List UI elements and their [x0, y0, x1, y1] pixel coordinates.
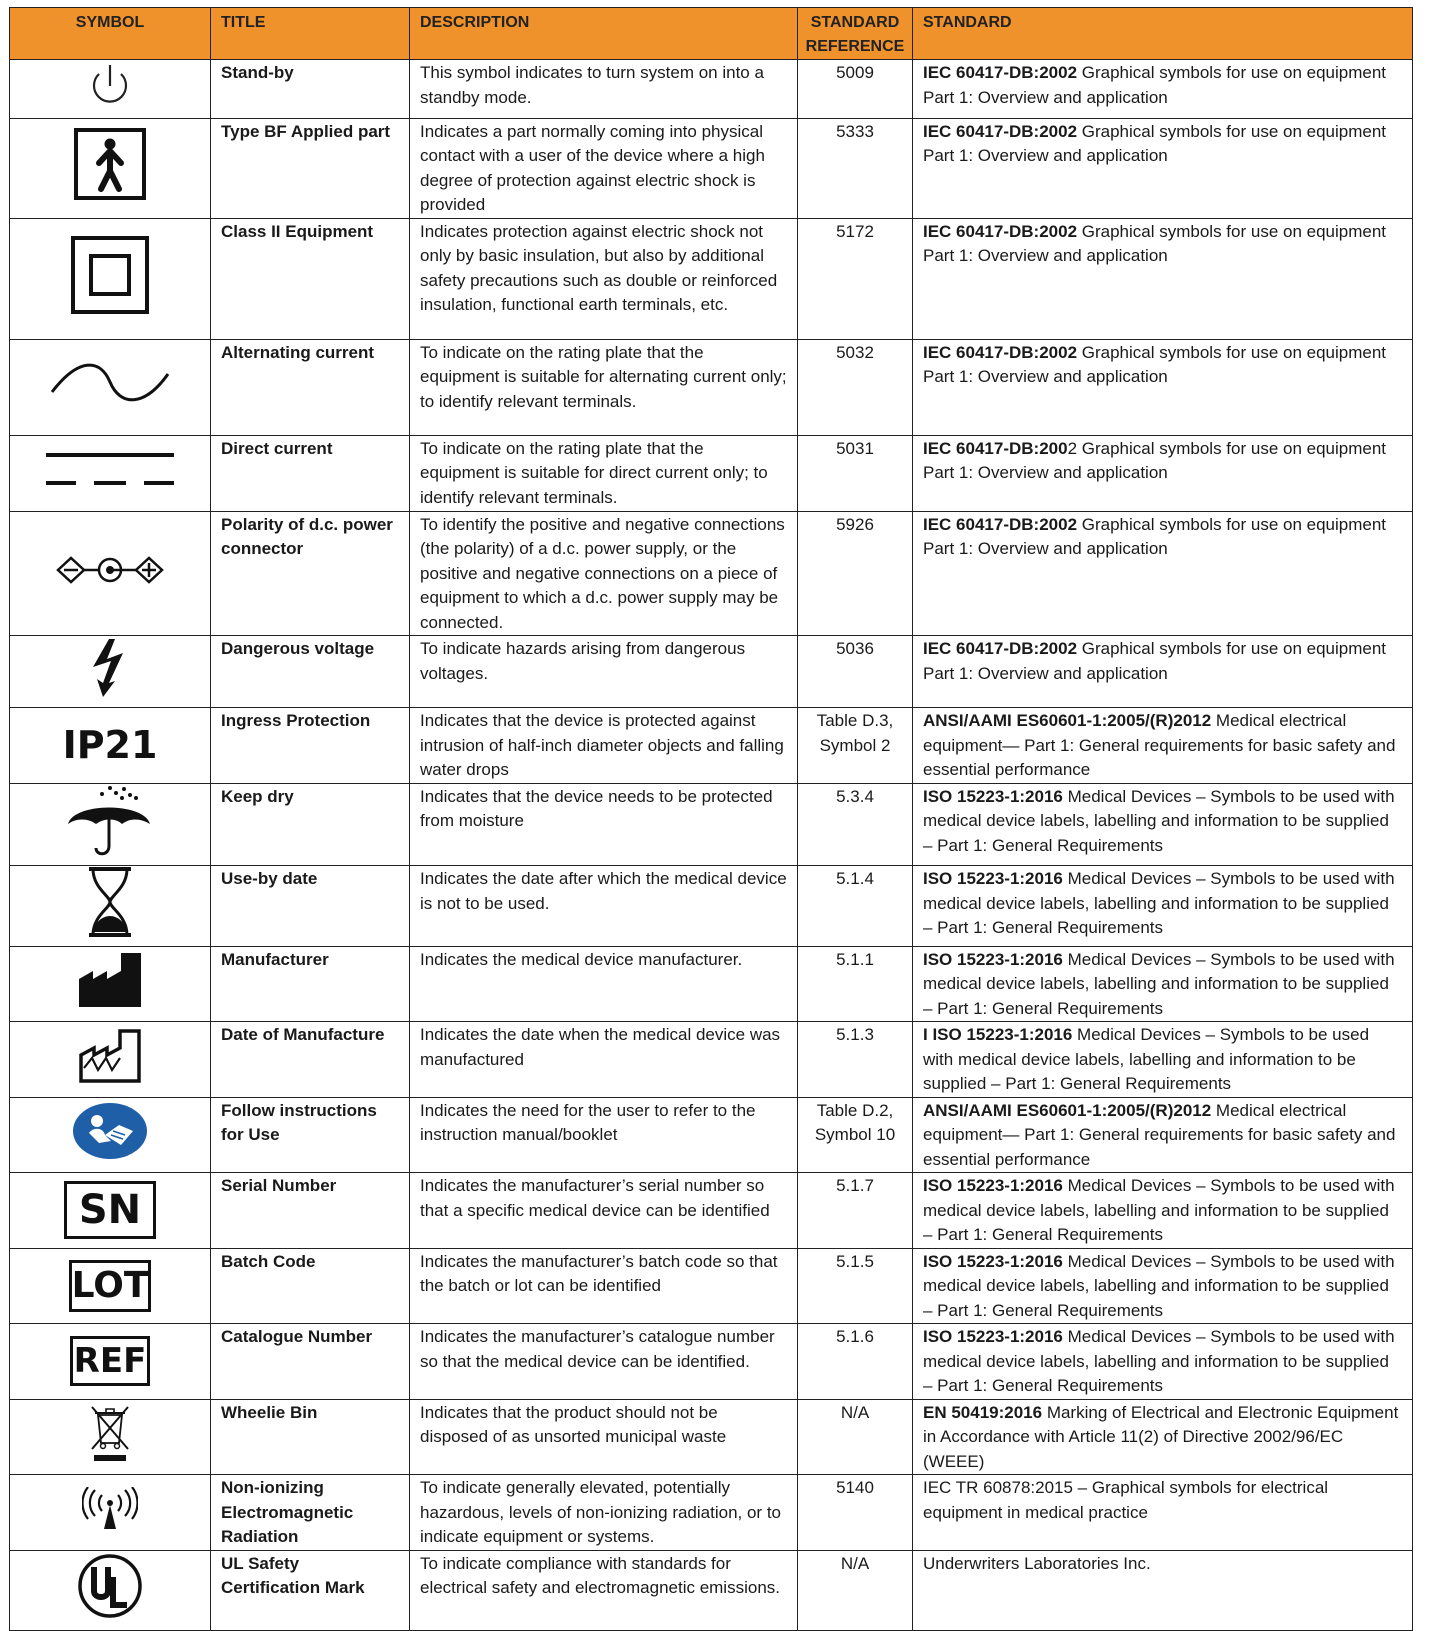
date-of-manufacture-icon [78, 1028, 142, 1084]
table-row [10, 1475, 1413, 1551]
table-row [10, 708, 1413, 784]
standard-reference: 5031 [798, 435, 913, 511]
symbol-cell [10, 783, 211, 866]
table-row [10, 1248, 1413, 1324]
header-symbol: SYMBOL [10, 8, 211, 60]
standard-cell [913, 118, 1413, 218]
symbol-description: This symbol indicates to turn system on into a standby mode. [410, 60, 798, 119]
standard-reference: 5.1.5 [798, 1248, 913, 1324]
symbol-title: Direct current [211, 435, 410, 511]
symbol-description: Indicates the manufacturer’s serial number so that a specific medical device can be identified [410, 1173, 798, 1249]
standard-reference: Table D.2, Symbol 10 [798, 1097, 913, 1173]
standard-text: Marking of Electrical and Electronic Equipment in Accordance with Article 11(2) of Directive 2002/96/EC (WEEE) [923, 1402, 1404, 1471]
table-row [10, 339, 1413, 435]
standard-id: ANSI/AAMI ES60601-1:2005/(R)2012 [923, 711, 1212, 730]
symbol-description: To indicate hazards arising from dangerous voltages. [410, 636, 798, 708]
standard-cell [913, 1173, 1413, 1249]
table-row [10, 511, 1413, 636]
standard-id: IEC 60417-DB:2002 [923, 221, 1078, 241]
header-standard: STANDARD [913, 8, 1413, 60]
standard-text: Medical Devices – Symbols to be used with medical device labels, labelling and information to be supplied – Part 1: General Requirements [923, 1025, 1374, 1093]
symbol-cell [10, 1022, 211, 1098]
standard-reference: 5926 [798, 511, 913, 636]
non-ionizing-radiation-icon [82, 1487, 138, 1531]
standard-cell [913, 1475, 1413, 1551]
symbol-description: Indicates the manufacturer’s catalogue number so that the medical device can be identified. [410, 1324, 798, 1400]
standard-id: IEC 60417-DB:2002 [923, 639, 1078, 658]
standard-text: Graphical symbols for use on equipment Part 1: Overview and application [923, 63, 1391, 107]
standard-reference: 5036 [798, 636, 913, 708]
symbol-description: Indicates the manufacturer’s batch code so that the batch or lot can be identified [410, 1248, 798, 1324]
standard-reference: 5.1.1 [798, 946, 913, 1022]
symbol-description: Indicates that the device needs to be protected from moisture [410, 783, 798, 866]
standard-id: IEC 60417-DB:2002 [923, 121, 1078, 141]
standard-text: Underwriters Laboratories Inc. [923, 1553, 1151, 1573]
symbol-cell [10, 1324, 211, 1400]
ip21-icon: IP21 [62, 722, 158, 767]
symbol-cell [10, 1173, 211, 1249]
standard-reference: 5009 [798, 60, 913, 119]
standard-text: Medical Devices – Symbols to be used with medical device labels, labelling and information to be supplied – Part 1: General Requirements [923, 1176, 1400, 1244]
standard-text: Graphical symbols for use on equipment Part 1: Overview and application [923, 221, 1391, 265]
symbol-title: Wheelie Bin [211, 1399, 410, 1475]
symbol-cell [10, 218, 211, 339]
standard-cell [913, 636, 1413, 708]
table-row [10, 636, 1413, 708]
standard-id: ISO 15223-1:2016 [923, 1327, 1063, 1346]
symbol-description: Indicates protection against electric shock not only by basic insulation, but also by additional safety precautions such as double or reinforced insulation, functional earth terminals, etc. [410, 218, 798, 339]
symbol-cell [10, 866, 211, 947]
standard-cell [913, 339, 1413, 435]
table-row [10, 435, 1413, 511]
standard-reference: 5172 [798, 218, 913, 339]
standard-reference: Table D.3, Symbol 2 [798, 708, 913, 784]
table-row [10, 866, 1413, 947]
follow-instructions-icon [71, 1101, 149, 1161]
catalogue-number-icon: REF [70, 1336, 150, 1386]
symbol-cell [10, 435, 211, 511]
standard-text: 2 Graphical symbols for use on equipment Part 1: Overview and application [923, 438, 1391, 482]
symbol-title: Class II Equipment [211, 218, 410, 339]
symbol-title: Catalogue Number [211, 1324, 410, 1400]
use-by-date-icon [85, 866, 135, 938]
standard-cell [913, 60, 1413, 119]
standard-cell [913, 708, 1413, 784]
standby-icon [85, 60, 135, 110]
symbol-cell [10, 118, 211, 218]
symbol-cell [10, 1550, 211, 1630]
standard-cell [913, 218, 1413, 339]
type-bf-applied-part-icon [73, 127, 147, 201]
standard-text: Medical electrical equipment— Part 1: General requirements for basic safety and essential performance [923, 1100, 1401, 1169]
standard-reference: 5.1.4 [798, 866, 913, 947]
header-description: DESCRIPTION [410, 8, 798, 60]
symbol-description: Indicates the medical device manufacturer. [410, 946, 798, 1022]
symbol-description: To indicate on the rating plate that the equipment is suitable for direct current only; to identify relevant terminals. [410, 435, 798, 511]
wheelie-bin-icon [88, 1403, 132, 1463]
symbol-cell [10, 946, 211, 1022]
standard-text: Medical Devices – Symbols to be used with medical device labels, labelling and information to be supplied – Part 1: General Requirements [923, 869, 1400, 937]
standard-reference: N/A [798, 1399, 913, 1475]
standard-reference: 5140 [798, 1475, 913, 1551]
symbol-cell [10, 708, 211, 784]
symbol-description: Indicates that the device is protected against intrusion of half-inch diameter objects and falling water drops [410, 708, 798, 784]
table-row [10, 1173, 1413, 1249]
standard-cell [913, 946, 1413, 1022]
symbol-cell [10, 1097, 211, 1173]
table-row [10, 60, 1413, 119]
standard-reference: 5.1.6 [798, 1324, 913, 1400]
symbol-description: Indicates that the product should not be disposed of as unsorted municipal waste [410, 1399, 798, 1475]
standard-reference: 5.3.4 [798, 783, 913, 866]
symbol-title: Non-ionizing Electromagnetic Radiation [211, 1475, 410, 1551]
standard-reference: N/A [798, 1550, 913, 1630]
symbol-title: Stand-by [211, 60, 410, 119]
symbol-title: Keep dry [211, 783, 410, 866]
table-row [10, 1550, 1413, 1630]
symbols-table [9, 7, 1413, 1631]
standard-id: IEC 60417-DB:2002 [923, 63, 1078, 82]
standard-id: I ISO 15223-1:2016 [923, 1025, 1073, 1044]
standard-cell [913, 435, 1413, 511]
alternating-current-icon [48, 358, 172, 408]
header-reference: STANDARD REFERENCE [798, 8, 913, 60]
symbol-description: To indicate generally elevated, potentially hazardous, levels of non-ionizing radiation, or to indicate equipment or systems. [410, 1475, 798, 1551]
standard-cell [913, 783, 1413, 866]
standard-cell [913, 1097, 1413, 1173]
symbol-cell [10, 1399, 211, 1475]
symbol-cell [10, 1248, 211, 1324]
table-row [10, 946, 1413, 1022]
standard-text: Graphical symbols for use on equipment Part 1: Overview and application [923, 121, 1391, 165]
table-row [10, 1324, 1413, 1400]
standard-cell [913, 1399, 1413, 1475]
symbol-cell [10, 60, 211, 119]
symbol-title: Dangerous voltage [211, 636, 410, 708]
standard-cell [913, 1022, 1413, 1098]
symbol-title: Ingress Protection [211, 708, 410, 784]
standard-id: ISO 15223-1:2016 [923, 869, 1063, 888]
table-row [10, 1399, 1413, 1475]
symbol-description: Indicates a part normally coming into physical contact with a user of the device where a high degree of protection against electric shock is provided [410, 118, 798, 218]
standard-reference: 5333 [798, 118, 913, 218]
serial-number-icon: SN [64, 1181, 156, 1239]
standard-text: Medical Devices – Symbols to be used with medical device labels, labelling and information to be supplied – Part 1: General Requirements [923, 1251, 1400, 1320]
symbol-cell [10, 511, 211, 636]
direct-current-icon [44, 447, 176, 491]
standard-cell [913, 1248, 1413, 1324]
symbol-description: Indicates the date after which the medical device is not to be used. [410, 866, 798, 947]
standard-cell [913, 511, 1413, 636]
header-row [10, 8, 1413, 60]
ul-certification-icon [77, 1553, 143, 1619]
standard-id: IEC 60417-DB:2002 [923, 514, 1078, 534]
standard-text: Medical Devices – Symbols to be used with medical device labels, labelling and information to be supplied – Part 1: General Requirements [923, 949, 1400, 1018]
keep-dry-icon [64, 784, 156, 858]
dc-polarity-icon [54, 553, 166, 587]
standard-text: IEC TR 60878:2015 – Graphical symbols for electrical equipment in medical practice [923, 1478, 1333, 1522]
standard-cell [913, 1324, 1413, 1400]
standard-reference: 5032 [798, 339, 913, 435]
batch-code-icon: LOT [69, 1260, 151, 1312]
symbol-title: Alternating current [211, 339, 410, 435]
symbol-cell [10, 1475, 211, 1551]
standard-id: ISO 15223-1:2016 [923, 1176, 1063, 1195]
symbol-cell [10, 636, 211, 708]
standard-cell [913, 1550, 1413, 1630]
standard-id: ANSI/AAMI ES60601-1:2005/(R)2012 [923, 1100, 1212, 1120]
symbol-title: Batch Code [211, 1248, 410, 1324]
symbol-description: Indicates the date when the medical device was manufactured [410, 1022, 798, 1098]
symbol-title: Date of Manufacture [211, 1022, 410, 1098]
dangerous-voltage-icon [87, 637, 133, 699]
standard-id: IEC 60417-DB:2002 [923, 342, 1078, 362]
symbol-title: UL Safety Certification Mark [211, 1550, 410, 1630]
standard-id: IEC 60417-DB:200 [923, 438, 1068, 458]
class-ii-equipment-icon [70, 235, 150, 315]
symbol-title: Manufacturer [211, 946, 410, 1022]
symbol-description: To indicate compliance with standards for electrical safety and electromagnetic emissions. [410, 1550, 798, 1630]
standard-text: Graphical symbols for use on equipment Part 1: Overview and application [923, 639, 1391, 683]
standard-id: ISO 15223-1:2016 [923, 949, 1063, 969]
table-row [10, 1022, 1413, 1098]
symbol-cell [10, 339, 211, 435]
standard-reference: 5.1.3 [798, 1022, 913, 1098]
symbol-description: Indicates the need for the user to refer to the instruction manual/booklet [410, 1097, 798, 1173]
symbol-title: Follow instructions for Use [211, 1097, 410, 1173]
symbol-description: To identify the positive and negative connections (the polarity) of a d.c. power supply, or the positive and negative connections on a piece of equipment to which a d.c. power supply may be connected. [410, 511, 798, 636]
table-row [10, 218, 1413, 339]
standard-id: ISO 15223-1:2016 [923, 1251, 1063, 1271]
standard-text: Graphical symbols for use on equipment Part 1: Overview and application [923, 514, 1391, 558]
standard-id: ISO 15223-1:2016 [923, 786, 1063, 806]
header-title: TITLE [211, 8, 410, 60]
table-row [10, 1097, 1413, 1173]
symbol-description: To indicate on the rating plate that the equipment is suitable for alternating current only; to identify relevant terminals. [410, 339, 798, 435]
manufacturer-icon [77, 951, 143, 1009]
symbol-title: Serial Number [211, 1173, 410, 1249]
standard-text: Medical Devices – Symbols to be used with medical device labels, labelling and information to be supplied – Part 1: General Requirements [923, 786, 1400, 855]
standard-text: Graphical symbols for use on equipment Part 1: Overview and application [923, 342, 1391, 386]
symbol-title: Type BF Applied part [211, 118, 410, 218]
standard-text: Medical electrical equipment— Part 1: General requirements for basic safety and essential performance [923, 711, 1401, 779]
symbol-title: Use-by date [211, 866, 410, 947]
standard-cell [913, 866, 1413, 947]
symbol-title: Polarity of d.c. power connector [211, 511, 410, 636]
standard-reference: 5.1.7 [798, 1173, 913, 1249]
standard-text: Medical Devices – Symbols to be used with medical device labels, labelling and information to be supplied – Part 1: General Requirements [923, 1327, 1400, 1395]
table-row [10, 783, 1413, 866]
standard-id: EN 50419:2016 [923, 1402, 1043, 1422]
table-row [10, 118, 1413, 218]
